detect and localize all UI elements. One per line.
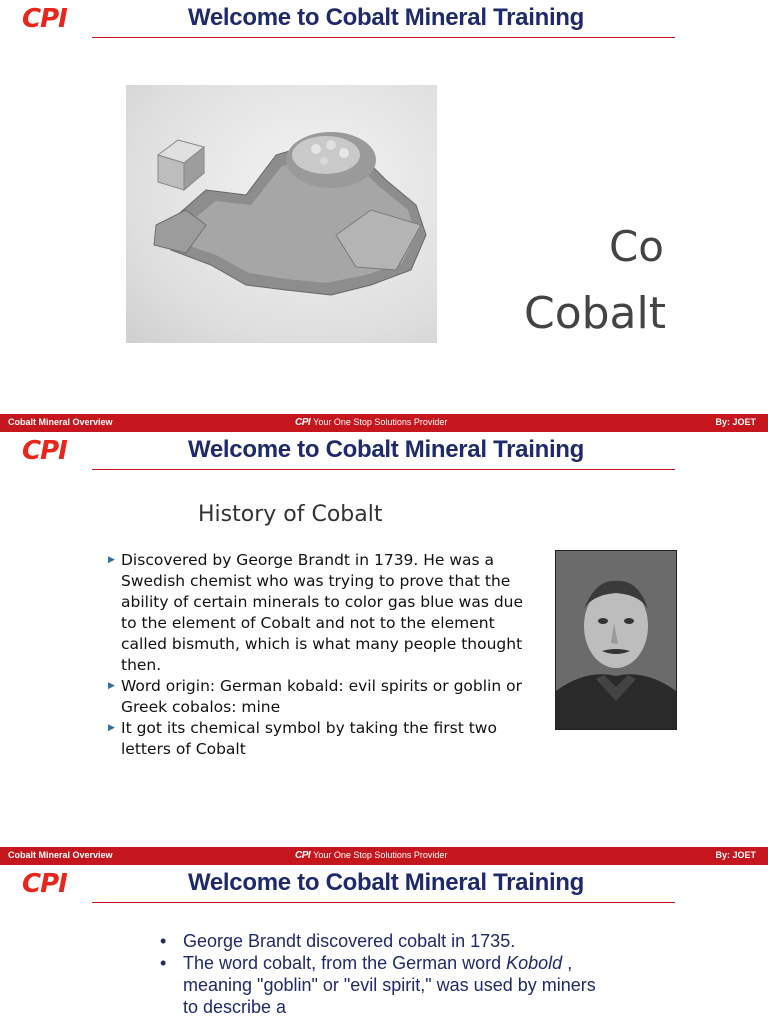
list-item: ▶ Word origin: German kobald: evil spirits or goblin or Greek cobalos: mine — [108, 677, 522, 716]
footer-course-label: Cobalt Mineral Overview — [8, 850, 113, 860]
footer-author: By: JOET — [715, 417, 756, 427]
history-bullet-list — [108, 550, 528, 760]
slide-title: Welcome to Cobalt Mineral Training — [187, 436, 585, 463]
slide-footer — [0, 414, 768, 432]
list-item: • George Brandt discovered cobalt in 1735. — [160, 931, 516, 951]
element-symbol: Co — [608, 222, 664, 271]
history-heading: History of Cobalt — [198, 502, 383, 527]
title-divider — [92, 469, 675, 470]
bullet-dot-icon: • — [160, 931, 167, 951]
footer-author: By: JOET — [715, 850, 756, 860]
cpi-logo: CPI — [22, 4, 67, 34]
list-item: ▶ Discovered by George Brandt in 1739. He was a Swedish chemist who was trying to prove that the ability of certain minerals to color gas blue was due to the element of Cobalt and not to the element called bismuth, which is what many people thought then. — [108, 551, 524, 674]
element-name: Cobalt — [523, 288, 666, 339]
slide-footer — [0, 847, 768, 865]
footer-tagline-text: Your One Stop Solutions Provider — [313, 417, 448, 427]
arrow-bullet-icon: ▶ — [108, 555, 115, 565]
footer-tagline-text: Your One Stop Solutions Provider — [313, 850, 448, 860]
facts-bullet-list — [160, 930, 600, 1018]
cobalt-sample-photo — [126, 85, 437, 343]
slide-1 — [0, 0, 768, 414]
cobalt-sample-illustration — [126, 85, 437, 343]
list-item: • The word cobalt, from the German word Kobold , meaning "goblin" or "evil spirit," was used by miners to describe a — [160, 953, 596, 1017]
footer-course-label: Cobalt Mineral Overview — [8, 417, 113, 427]
title-divider — [92, 902, 675, 903]
slide-3 — [0, 865, 768, 1024]
slide-title: Welcome to Cobalt Mineral Training — [187, 869, 585, 896]
slide-title: Welcome to Cobalt Mineral Training — [187, 4, 585, 31]
footer-tagline — [295, 850, 447, 861]
list-item: ▶ It got its chemical symbol by taking the first two letters of Cobalt — [108, 719, 497, 758]
kobold-term: Kobold — [506, 953, 563, 973]
footer-cpi-logo: CPI — [295, 417, 311, 428]
slide-2 — [0, 432, 768, 847]
title-divider — [92, 37, 675, 38]
bullet-dot-icon: • — [160, 953, 167, 973]
cpi-logo: CPI — [22, 436, 67, 466]
footer-cpi-logo: CPI — [295, 850, 311, 861]
portrait-illustration — [556, 551, 676, 729]
cpi-logo: CPI — [22, 869, 67, 899]
arrow-bullet-icon: ▶ — [108, 681, 115, 691]
george-brandt-portrait — [555, 550, 677, 730]
footer-tagline — [295, 417, 447, 428]
arrow-bullet-icon: ▶ — [108, 723, 115, 733]
